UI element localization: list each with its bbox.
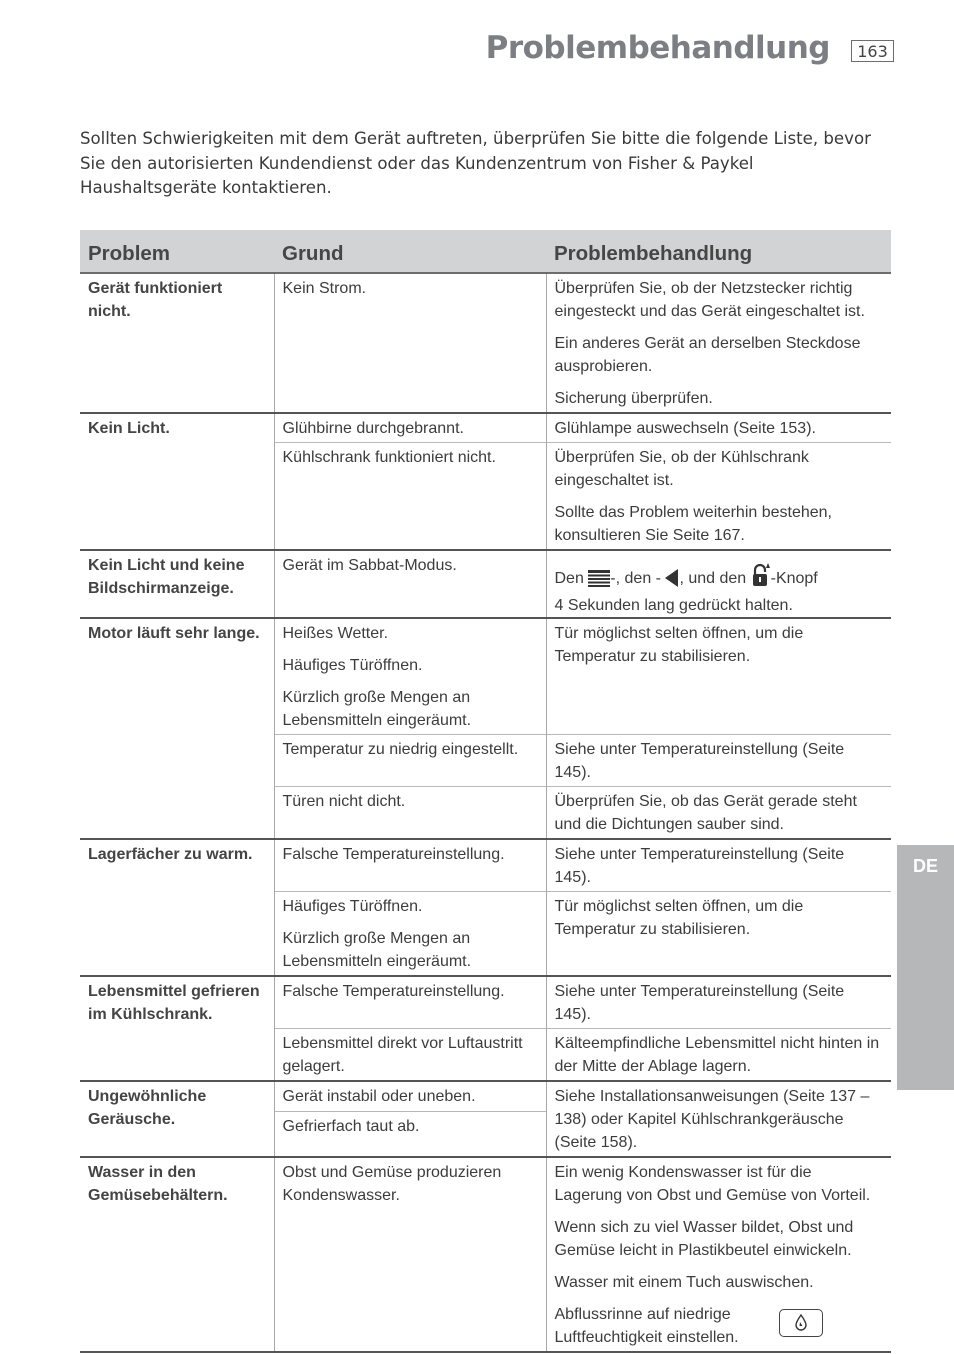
solution-text: Wasser mit einem Tuch auswischen. xyxy=(554,1274,814,1291)
cause-text: Falsche Temperatureinstellung. xyxy=(282,846,505,863)
cause-text: Obst und Gemüse produzieren Kondenswasser. xyxy=(282,1164,502,1204)
cause-cell xyxy=(274,443,546,551)
cause-cell xyxy=(274,550,546,618)
solution-text: Wenn sich zu viel Wasser bildet, Obst und Gemüse leicht in Plastikbeutel einwickeln. xyxy=(554,1219,854,1259)
solution-text: Siehe Installationsanweisungen (Seite 137 – 138) oder Kapitel Kühlschrankgeräusche (Seite 158). xyxy=(554,1088,870,1151)
solution-text: -Knopf xyxy=(770,570,818,587)
cause-text: Kein Strom. xyxy=(282,280,367,297)
solution-cell xyxy=(546,839,891,892)
intro-text: Sollten Schwierigkeiten mit dem Gerät auftreten, überprüfen Sie bitte die folgende Liste, bevor Sie den autorisierten Kundendienst oder das Kundenzentrum von Fisher & Paykel Haushaltsgeräte kontaktieren. xyxy=(80,129,871,197)
solution-text: Ein wenig Kondenswasser ist für die Lagerung von Obst und Gemüse von Vorteil. xyxy=(554,1164,871,1204)
language-tab xyxy=(897,845,954,1090)
cause-text: Falsche Temperatureinstellung. xyxy=(282,983,505,1000)
table-row xyxy=(80,413,891,443)
solution-text: Tür möglichst selten öffnen, um die Temperatur zu stabilisieren. xyxy=(554,898,804,938)
solution-cell xyxy=(546,550,891,618)
column-header-problem: Problem xyxy=(80,230,274,273)
cause-cell xyxy=(274,787,546,840)
cause-cell xyxy=(274,1157,546,1352)
cause-cell xyxy=(274,735,546,787)
problem-cell: Wasser in den Gemüsebehältern. xyxy=(80,1157,274,1352)
solution-text: Kälteempfindliche Lebensmittel nicht hinten in der Mitte der Ablage lagern. xyxy=(554,1035,880,1075)
problem-cell: Kein Licht und keine Bildschirmanzeige. xyxy=(80,550,274,618)
solution-text: Den xyxy=(554,570,589,587)
page-title: Problembehandlung xyxy=(485,30,830,66)
solution-cell xyxy=(546,618,891,735)
solution-cell xyxy=(546,892,891,977)
problem-cell: Lagerfächer zu warm. xyxy=(80,839,274,976)
solution-text: Überprüfen Sie, ob der Kühlschrank eingeschaltet ist. xyxy=(554,449,809,489)
solution-cell xyxy=(546,735,891,787)
language-tab-label: DE xyxy=(912,856,938,876)
table-row xyxy=(80,550,891,618)
table-row xyxy=(80,273,891,413)
cause-text: Kühlschrank funktioniert nicht. xyxy=(282,449,496,466)
table-row xyxy=(80,1081,891,1112)
cause-cell xyxy=(274,1112,546,1158)
solution-cell xyxy=(546,787,891,840)
cause-text: Heißes Wetter. xyxy=(282,625,389,642)
solution-text: Abflussrinne auf niedrige Luftfeuchtigkeit einstellen. xyxy=(554,1306,739,1346)
menu-icon xyxy=(588,569,610,594)
solution-block xyxy=(555,1303,884,1349)
troubleshooting-table xyxy=(80,230,891,1353)
cause-text: Gerät instabil oder uneben. xyxy=(282,1088,476,1105)
table-row xyxy=(80,618,891,735)
column-header-grund: Grund xyxy=(274,230,546,273)
cause-text: Kürzlich große Mengen an Lebensmitteln eingeräumt. xyxy=(282,689,472,729)
problem-cell: Ungewöhnliche Geräusche. xyxy=(80,1081,274,1157)
table-row xyxy=(80,839,891,892)
cause-text: Lebensmittel direkt vor Luftaustritt gelagert. xyxy=(282,1035,523,1075)
solution-text: Ein anderes Gerät an derselben Steckdose ausprobieren. xyxy=(554,335,861,375)
page-number: 163 xyxy=(851,40,894,62)
solution-text: Sicherung überprüfen. xyxy=(554,390,713,407)
solution-cell xyxy=(546,1081,891,1157)
column-header-behandlung: Problembehandlung xyxy=(546,230,891,273)
solution-text: Siehe unter Temperatureinstellung (Seite 145). xyxy=(554,846,845,886)
table-row xyxy=(80,976,891,1029)
cause-text: Temperatur zu niedrig eingestellt. xyxy=(282,741,519,758)
solution-text: Siehe unter Temperatureinstellung (Seite 145). xyxy=(554,983,845,1023)
solution-text: -, den - xyxy=(610,570,666,587)
left-arrow-icon xyxy=(665,569,679,594)
solution-cell xyxy=(546,273,891,413)
problem-cell: Gerät funktioniert nicht. xyxy=(88,280,223,320)
problem-cell: Motor läuft sehr lange. xyxy=(80,618,274,839)
solution-cell xyxy=(546,1157,891,1352)
solution-text: Siehe unter Temperatureinstellung (Seite 145). xyxy=(554,741,845,781)
cause-text: Gefrierfach taut ab. xyxy=(282,1118,420,1135)
cause-cell xyxy=(274,1081,546,1112)
solution-text: Tür möglichst selten öffnen, um die Temperatur zu stabilisieren. xyxy=(554,625,804,665)
cause-cell xyxy=(274,1029,546,1082)
cause-cell xyxy=(274,839,546,892)
cause-cell xyxy=(274,413,546,443)
cause-text: Häufiges Türöffnen. xyxy=(282,657,423,674)
solution-text: Überprüfen Sie, ob der Netzstecker richtig eingesteckt und das Gerät eingeschaltet ist. xyxy=(554,280,865,320)
cause-cell xyxy=(274,273,546,413)
cause-text: Türen nicht dicht. xyxy=(282,793,406,810)
solution-cell xyxy=(546,1029,891,1082)
cause-cell xyxy=(274,618,546,735)
table-row xyxy=(80,1157,891,1352)
problem-cell: Lebensmittel gefrieren im Kühlschrank. xyxy=(80,976,274,1081)
cause-text: Glühbirne durchgebrannt. xyxy=(282,420,464,437)
lock-icon xyxy=(751,563,771,594)
solution-cell xyxy=(546,413,891,443)
solution-text: Überprüfen Sie, ob das Gerät gerade steht und die Dichtungen sauber sind. xyxy=(554,793,857,833)
cause-cell xyxy=(274,892,546,977)
solution-text: , und den xyxy=(679,570,751,587)
cause-text: Gerät im Sabbat-Modus. xyxy=(282,557,457,574)
solution-text: 4 Sekunden lang gedrückt halten. xyxy=(554,597,793,614)
humidity-button-icon xyxy=(779,1309,823,1337)
cause-cell xyxy=(274,976,546,1029)
solution-cell xyxy=(546,443,891,551)
solution-text: Glühlampe auswechseln (Seite 153). xyxy=(554,420,816,437)
solution-text: Sollte das Problem weiterhin bestehen, konsultieren Sie Seite 167. xyxy=(554,504,832,544)
cause-text: Kürzlich große Mengen an Lebensmitteln eingeräumt. xyxy=(282,930,472,970)
solution-cell xyxy=(546,976,891,1029)
problem-cell: Kein Licht. xyxy=(80,413,274,550)
cause-text: Häufiges Türöffnen. xyxy=(282,898,423,915)
